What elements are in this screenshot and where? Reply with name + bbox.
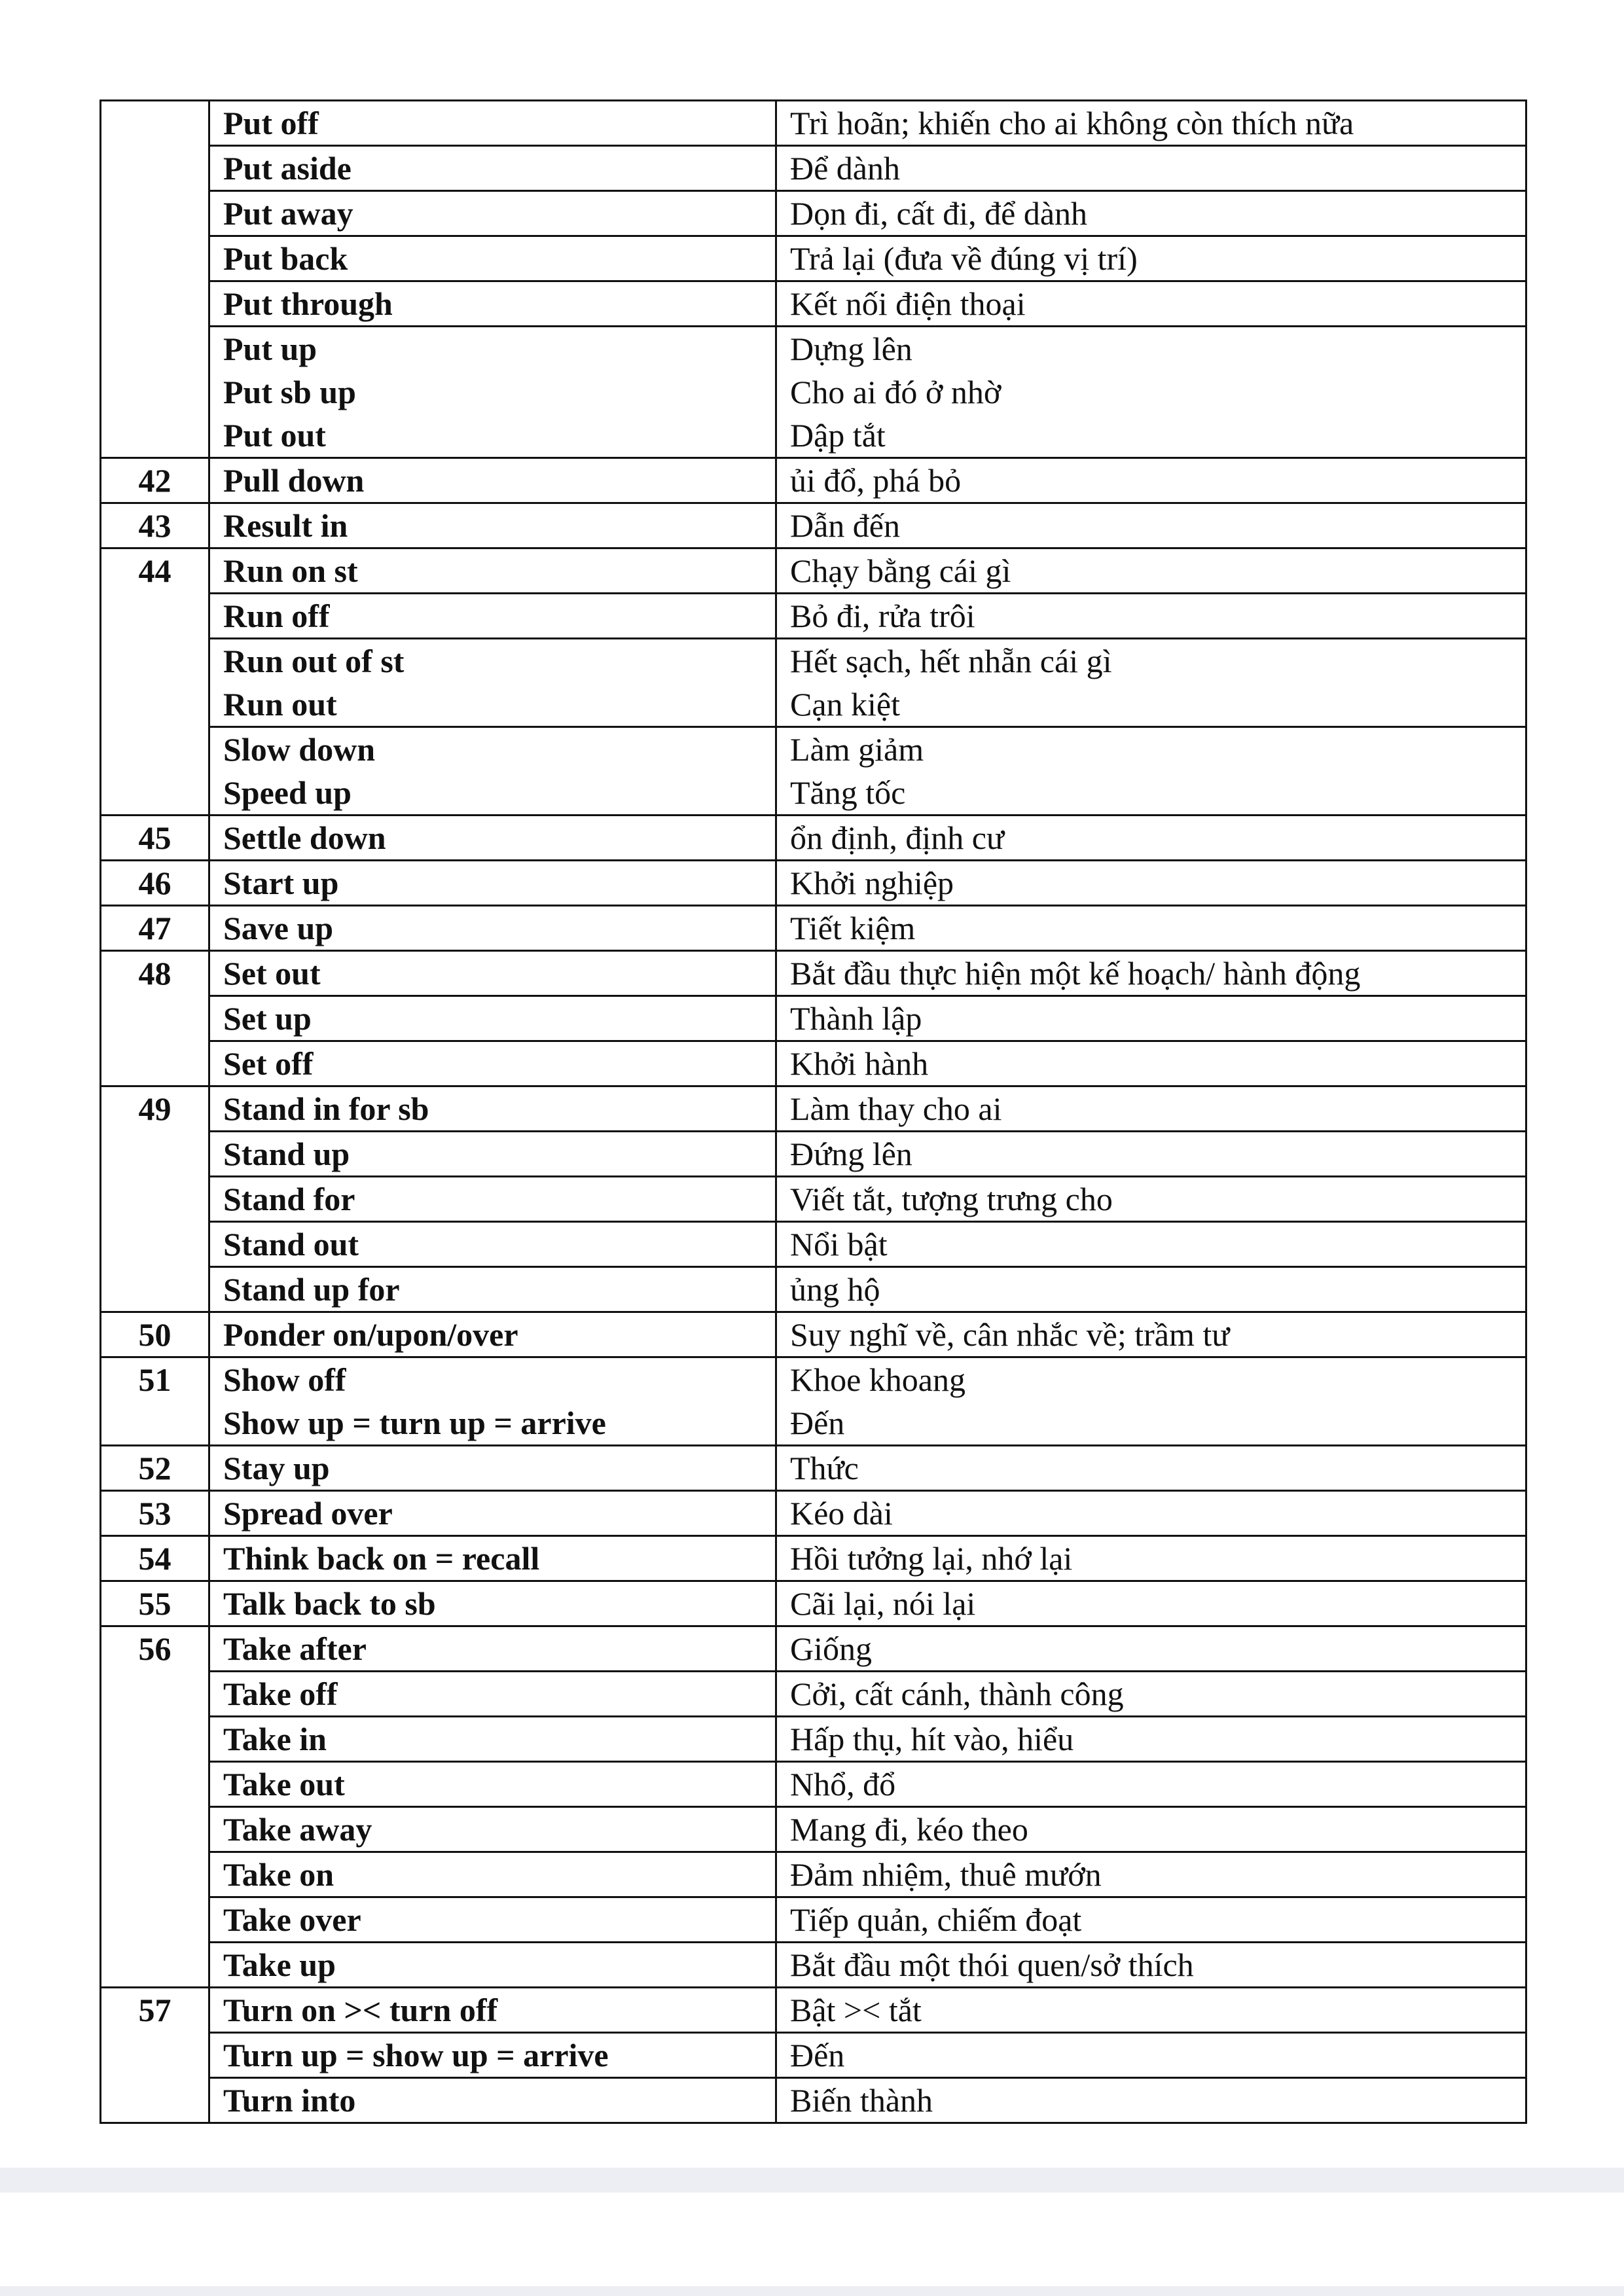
phrasal-verb: Stand out bbox=[223, 1226, 359, 1263]
table-row bbox=[101, 1086, 1526, 1132]
entry-number: 50 bbox=[101, 1312, 209, 1357]
meaning-cell bbox=[776, 2033, 1526, 2078]
meaning-text: Đến bbox=[790, 1405, 845, 1441]
meaning-cell bbox=[776, 548, 1526, 594]
meaning-text: Mang đi, kéo theo bbox=[790, 1811, 1028, 1848]
table-row bbox=[101, 503, 1526, 548]
phrasal-verb-cell bbox=[209, 548, 776, 594]
entry-number: 42 bbox=[101, 458, 209, 503]
entry-number: 47 bbox=[101, 906, 209, 951]
phrasal-verb: Put up bbox=[223, 331, 317, 367]
phrasal-verb-cell bbox=[209, 906, 776, 951]
meaning-cell bbox=[776, 281, 1526, 327]
phrasal-verb-cell bbox=[209, 327, 776, 458]
table-row bbox=[101, 951, 1526, 996]
phrasal-verb-cell bbox=[209, 1536, 776, 1581]
phrasal-verb-cell bbox=[209, 2033, 776, 2078]
meaning-cell bbox=[776, 101, 1526, 146]
entry-number: 55 bbox=[101, 1581, 209, 1626]
phrasal-verb: Speed up bbox=[223, 774, 352, 811]
phrasal-verb: Ponder on/upon/over bbox=[223, 1316, 518, 1353]
phrasal-verb: Take over bbox=[223, 1901, 361, 1938]
phrasal-verb: Turn up = show up = arrive bbox=[223, 2037, 609, 2073]
entry-number: 51 bbox=[101, 1357, 209, 1446]
meaning-text: Viết tắt, tượng trưng cho bbox=[790, 1181, 1113, 1217]
meaning-cell bbox=[776, 191, 1526, 236]
phrasal-verb-cell bbox=[209, 1312, 776, 1357]
meaning-cell bbox=[776, 2078, 1526, 2123]
phrasal-verb-cell bbox=[209, 1988, 776, 2033]
phrasal-verb: Talk back to sb bbox=[223, 1585, 436, 1622]
phrasal-verb: Stand for bbox=[223, 1181, 355, 1217]
meaning-text: ổn định, định cư bbox=[790, 819, 1005, 856]
meaning-text: Đứng lên bbox=[790, 1136, 912, 1172]
meaning-text: Cho ai đó ở nhờ bbox=[790, 374, 1001, 410]
phrasal-verb-cell bbox=[209, 1943, 776, 1988]
meaning-text: Khởi nghiệp bbox=[790, 865, 954, 901]
phrasal-verb-cell bbox=[209, 1267, 776, 1312]
phrasal-verb: Run out bbox=[223, 686, 337, 723]
entry-number bbox=[101, 101, 209, 458]
meaning-cell bbox=[776, 951, 1526, 996]
phrasal-verb: Turn on >< turn off bbox=[223, 1992, 498, 2028]
entry-number: 56 bbox=[101, 1626, 209, 1988]
meaning-cell bbox=[776, 1491, 1526, 1536]
page-separator-band bbox=[0, 2168, 1624, 2193]
entry-number: 54 bbox=[101, 1536, 209, 1581]
meaning-cell bbox=[776, 1177, 1526, 1222]
entry-number: 52 bbox=[101, 1446, 209, 1491]
phrasal-verb: Take out bbox=[223, 1766, 345, 1803]
meaning-text: Đảm nhiệm, thuê mướn bbox=[790, 1856, 1102, 1893]
meaning-cell bbox=[776, 1581, 1526, 1626]
meaning-text: Để dành bbox=[790, 150, 900, 187]
entry-number: 53 bbox=[101, 1491, 209, 1536]
phrasal-verb: Put off bbox=[223, 105, 319, 141]
meaning-cell bbox=[776, 1312, 1526, 1357]
meaning-text: Đến bbox=[790, 2037, 845, 2073]
phrasal-verb: Stay up bbox=[223, 1450, 330, 1486]
meaning-cell bbox=[776, 1852, 1526, 1897]
table-row bbox=[101, 1222, 1526, 1267]
phrasal-verb: Run on st bbox=[223, 552, 358, 589]
phrasal-verb: Take after bbox=[223, 1630, 367, 1667]
meaning-text: Kết nối điện thoại bbox=[790, 285, 1026, 322]
table-row bbox=[101, 548, 1526, 594]
phrasal-verb: Save up bbox=[223, 910, 334, 946]
table-row bbox=[101, 1581, 1526, 1626]
table-row bbox=[101, 1177, 1526, 1222]
meaning-cell bbox=[776, 1446, 1526, 1491]
entry-number: 46 bbox=[101, 861, 209, 906]
meaning-text: Kéo dài bbox=[790, 1495, 893, 1532]
meaning-text: Trì hoãn; khiến cho ai không còn thích nữa bbox=[790, 105, 1354, 141]
meaning-cell bbox=[776, 639, 1526, 727]
meaning-text: ủi đổ, phá bỏ bbox=[790, 462, 962, 499]
meaning-cell bbox=[776, 816, 1526, 861]
phrasal-verb: Take in bbox=[223, 1721, 327, 1757]
table-row bbox=[101, 1491, 1526, 1536]
table-row bbox=[101, 727, 1526, 816]
table-row bbox=[101, 327, 1526, 458]
table-row bbox=[101, 2033, 1526, 2078]
phrasal-verb: Put aside bbox=[223, 150, 352, 187]
meaning-cell bbox=[776, 1626, 1526, 1672]
phrasal-verb: Put out bbox=[223, 417, 326, 454]
meaning-cell bbox=[776, 1041, 1526, 1086]
phrasal-verb: Result in bbox=[223, 507, 348, 544]
table-row bbox=[101, 458, 1526, 503]
table-row bbox=[101, 1943, 1526, 1988]
page-bottom-band bbox=[0, 2286, 1624, 2296]
phrasal-verb-cell bbox=[209, 727, 776, 816]
meaning-text: Nổi bật bbox=[790, 1226, 888, 1263]
meaning-cell bbox=[776, 1086, 1526, 1132]
meaning-cell bbox=[776, 1672, 1526, 1717]
meaning-text: Suy nghĩ về, cân nhắc về; trầm tư bbox=[790, 1316, 1230, 1353]
table-row bbox=[101, 1807, 1526, 1852]
phrasal-verb: Put through bbox=[223, 285, 393, 322]
phrasal-verb: Stand in for sb bbox=[223, 1090, 429, 1127]
meaning-text: Bỏ đi, rửa trôi bbox=[790, 598, 975, 634]
phrasal-verb: Set off bbox=[223, 1045, 314, 1082]
table-row bbox=[101, 1897, 1526, 1943]
entry-number: 44 bbox=[101, 548, 209, 816]
meaning-cell bbox=[776, 458, 1526, 503]
phrasal-verb: Run off bbox=[223, 598, 330, 634]
phrasal-verb-cell bbox=[209, 1717, 776, 1762]
phrasal-verb: Put away bbox=[223, 195, 353, 232]
table-row bbox=[101, 101, 1526, 146]
table-row bbox=[101, 1672, 1526, 1717]
table-row bbox=[101, 1536, 1526, 1581]
meaning-cell bbox=[776, 594, 1526, 639]
meaning-text: Giống bbox=[790, 1630, 872, 1667]
phrasal-verb-cell bbox=[209, 1852, 776, 1897]
meaning-cell bbox=[776, 327, 1526, 458]
phrasal-verb-cell bbox=[209, 951, 776, 996]
meaning-text: Làm giảm bbox=[790, 731, 924, 768]
meaning-cell bbox=[776, 1943, 1526, 1988]
table-row bbox=[101, 1041, 1526, 1086]
table-row bbox=[101, 1717, 1526, 1762]
phrasal-verb-cell bbox=[209, 146, 776, 191]
phrasal-verb: Set up bbox=[223, 1000, 312, 1037]
phrasal-verb-cell bbox=[209, 1222, 776, 1267]
meaning-text: Nhổ, đổ bbox=[790, 1766, 896, 1803]
meaning-cell bbox=[776, 236, 1526, 281]
table-row bbox=[101, 816, 1526, 861]
meaning-text: Dựng lên bbox=[790, 331, 912, 367]
phrasal-verb: Slow down bbox=[223, 731, 376, 768]
meaning-text: Bật >< tắt bbox=[790, 1992, 922, 2028]
table-row bbox=[101, 1312, 1526, 1357]
table-row bbox=[101, 146, 1526, 191]
table-row bbox=[101, 906, 1526, 951]
meaning-cell bbox=[776, 996, 1526, 1041]
phrasal-verb: Pull down bbox=[223, 462, 365, 499]
phrasal-verb-cell bbox=[209, 594, 776, 639]
phrasal-verb-cell bbox=[209, 1672, 776, 1717]
meaning-text: Dẫn đến bbox=[790, 507, 900, 544]
phrasal-verb-cell bbox=[209, 1446, 776, 1491]
table-body bbox=[101, 101, 1526, 2123]
phrasal-verbs-table bbox=[99, 99, 1527, 2124]
meaning-cell bbox=[776, 1267, 1526, 1312]
table-row bbox=[101, 861, 1526, 906]
phrasal-verb-cell bbox=[209, 1762, 776, 1807]
phrasal-verb: Spread over bbox=[223, 1495, 393, 1532]
meaning-cell bbox=[776, 146, 1526, 191]
table-row bbox=[101, 1626, 1526, 1672]
phrasal-verb: Take off bbox=[223, 1676, 338, 1712]
table-row bbox=[101, 191, 1526, 236]
meaning-cell bbox=[776, 1132, 1526, 1177]
table-row bbox=[101, 1267, 1526, 1312]
phrasal-verb-cell bbox=[209, 1041, 776, 1086]
phrasal-verb: Turn into bbox=[223, 2082, 356, 2119]
phrasal-verb: Put back bbox=[223, 240, 348, 277]
meaning-text: Hồi tưởng lại, nhớ lại bbox=[790, 1540, 1073, 1577]
phrasal-verb: Show up = turn up = arrive bbox=[223, 1405, 606, 1441]
meaning-text: Thành lập bbox=[790, 1000, 922, 1037]
phrasal-verb: Take away bbox=[223, 1811, 372, 1848]
table-row bbox=[101, 236, 1526, 281]
phrasal-verb-cell bbox=[209, 458, 776, 503]
phrasal-verb: Show off bbox=[223, 1361, 346, 1398]
meaning-text: ủng hộ bbox=[790, 1271, 880, 1308]
meaning-cell bbox=[776, 1807, 1526, 1852]
table-row bbox=[101, 1132, 1526, 1177]
meaning-cell bbox=[776, 906, 1526, 951]
meaning-cell bbox=[776, 1536, 1526, 1581]
entry-number: 45 bbox=[101, 816, 209, 861]
table-row bbox=[101, 1446, 1526, 1491]
entry-number: 49 bbox=[101, 1086, 209, 1312]
table-row bbox=[101, 594, 1526, 639]
meaning-text: Hết sạch, hết nhẵn cái gì bbox=[790, 643, 1112, 679]
phrasal-verb-cell bbox=[209, 236, 776, 281]
table-row bbox=[101, 1852, 1526, 1897]
meaning-text: Chạy bằng cái gì bbox=[790, 552, 1011, 589]
meaning-text: Tiết kiệm bbox=[790, 910, 916, 946]
table-row bbox=[101, 1357, 1526, 1446]
phrasal-verb-cell bbox=[209, 101, 776, 146]
meaning-cell bbox=[776, 503, 1526, 548]
phrasal-verb: Think back on = recall bbox=[223, 1540, 540, 1577]
meaning-text: Cãi lại, nói lại bbox=[790, 1585, 976, 1622]
phrasal-verb-cell bbox=[209, 1086, 776, 1132]
table-row bbox=[101, 281, 1526, 327]
phrasal-verb-cell bbox=[209, 816, 776, 861]
meaning-cell bbox=[776, 1357, 1526, 1446]
meaning-text: Dập tắt bbox=[790, 417, 886, 454]
phrasal-verb: Take up bbox=[223, 1946, 336, 1983]
meaning-cell bbox=[776, 1222, 1526, 1267]
table-row bbox=[101, 996, 1526, 1041]
meaning-text: Khoe khoang bbox=[790, 1361, 965, 1398]
phrasal-verb-cell bbox=[209, 1357, 776, 1446]
phrasal-verb-cell bbox=[209, 1807, 776, 1852]
phrasal-verb: Run out of st bbox=[223, 643, 405, 679]
meaning-text: Cởi, cất cánh, thành công bbox=[790, 1676, 1124, 1712]
table-row bbox=[101, 1988, 1526, 2033]
meaning-text: Cạn kiệt bbox=[790, 686, 901, 723]
meaning-cell bbox=[776, 1762, 1526, 1807]
entry-number: 43 bbox=[101, 503, 209, 548]
phrasal-verb: Put sb up bbox=[223, 374, 356, 410]
phrasal-verb: Take on bbox=[223, 1856, 334, 1893]
phrasal-verb: Settle down bbox=[223, 819, 386, 856]
phrasal-verb-cell bbox=[209, 1132, 776, 1177]
meaning-text: Hấp thụ, hít vào, hiểu bbox=[790, 1721, 1074, 1757]
table-row bbox=[101, 639, 1526, 727]
meaning-cell bbox=[776, 1717, 1526, 1762]
phrasal-verb: Start up bbox=[223, 865, 339, 901]
meaning-text: Làm thay cho ai bbox=[790, 1090, 1002, 1127]
phrasal-verb-cell bbox=[209, 503, 776, 548]
meaning-text: Trả lại (đưa về đúng vị trí) bbox=[790, 240, 1138, 277]
phrasal-verb-cell bbox=[209, 2078, 776, 2123]
phrasal-verb-cell bbox=[209, 1491, 776, 1536]
phrasal-verb: Set out bbox=[223, 955, 321, 992]
meaning-text: Dọn đi, cất đi, để dành bbox=[790, 195, 1088, 232]
phrasal-verb-cell bbox=[209, 1897, 776, 1943]
phrasal-verb-cell bbox=[209, 639, 776, 727]
entry-number: 48 bbox=[101, 951, 209, 1086]
meaning-text: Bắt đầu một thói quen/sở thích bbox=[790, 1946, 1194, 1983]
phrasal-verb-cell bbox=[209, 191, 776, 236]
meaning-cell bbox=[776, 727, 1526, 816]
phrasal-verb-cell bbox=[209, 281, 776, 327]
meaning-cell bbox=[776, 861, 1526, 906]
meaning-cell bbox=[776, 1897, 1526, 1943]
phrasal-verb-cell bbox=[209, 996, 776, 1041]
entry-number: 57 bbox=[101, 1988, 209, 2123]
phrasal-verb-cell bbox=[209, 861, 776, 906]
meaning-text: Bắt đầu thực hiện một kế hoạch/ hành động bbox=[790, 955, 1361, 992]
meaning-text: Tăng tốc bbox=[790, 774, 906, 811]
meaning-text: Biến thành bbox=[790, 2082, 933, 2119]
phrasal-verb: Stand up bbox=[223, 1136, 350, 1172]
phrasal-verb-cell bbox=[209, 1177, 776, 1222]
meaning-text: Khởi hành bbox=[790, 1045, 929, 1082]
meaning-text: Tiếp quản, chiếm đoạt bbox=[790, 1901, 1082, 1938]
table-row bbox=[101, 2078, 1526, 2123]
phrasal-verb-cell bbox=[209, 1581, 776, 1626]
phrasal-verb: Stand up for bbox=[223, 1271, 400, 1308]
phrasal-verb-cell bbox=[209, 1626, 776, 1672]
table-row bbox=[101, 1762, 1526, 1807]
meaning-text: Thức bbox=[790, 1450, 859, 1486]
meaning-cell bbox=[776, 1988, 1526, 2033]
